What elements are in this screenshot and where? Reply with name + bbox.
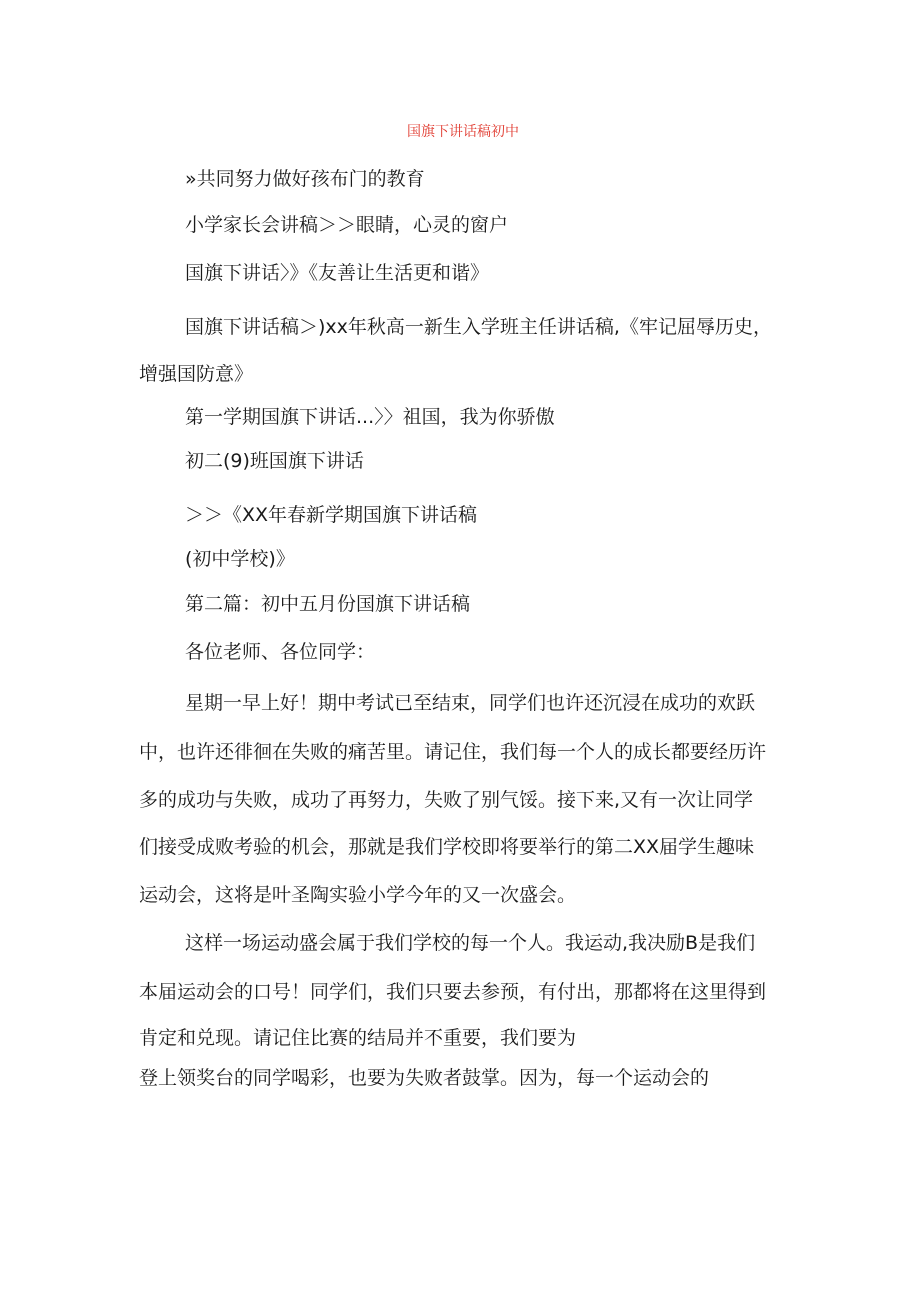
text-line: 这样一场运动盛会属于我们学校的每一个人。我运动,我决励B是我们 (185, 932, 756, 954)
text-line: 第一学期国旗下讲话...〉〉祖国，我为你骄傲 (185, 406, 555, 428)
text-line: 增强国防意》 (139, 363, 254, 385)
text-line: 各位老师、各位同学： (185, 641, 376, 663)
text-line: 登上领奖台的同学喝彩，也要为失败者鼓掌。因为，每一个运动会的 (139, 1067, 710, 1089)
text-line: 星期一早上好！期中考试已至结束，同学们也许还沉浸在成功的欢跃 (185, 692, 756, 714)
text-line: »共同努力做好孩布门的教育 (185, 168, 425, 190)
text-line: 运动会，这将是叶圣陶实验小学今年的又一次盛会。 (139, 884, 577, 906)
text-line: 们接受成败考验的机会，那就是我们学校即将要举行的第二XX届学生趣味 (139, 836, 755, 858)
text-line: 小学家长会讲稿＞＞眼睛，心灵的窗户 (185, 214, 509, 236)
text-line: 肯定和兑现。请记住比赛的结局并不重要，我们要为 (139, 1027, 577, 1049)
document-title: 国旗下讲话稿初中 (407, 124, 519, 140)
text-line: 本届运动会的口号！同学们，我们只要去参预，有付出，那都将在这里得到 (139, 981, 767, 1003)
text-line: 多的成功与失败，成功了再努力，失败了别气馁。接下来,又有一次让同学 (139, 789, 754, 811)
text-line: 初二(9)班国旗下讲话 (185, 450, 364, 472)
text-line: 中，也许还徘徊在失败的痛苦里。请记住，我们每一个人的成长都要经历许 (139, 741, 767, 763)
text-line: 第二篇：初中五月份国旗下讲话稿 (185, 593, 471, 615)
text-line: ＞＞《XX年春新学期国旗下讲话稿 (185, 504, 478, 526)
text-line: 国旗下讲话稿＞)xx年秋高一新生入学班主任讲话稿,《牢记屈辱历史， (185, 316, 772, 338)
text-line: 国旗下讲话〉》《友善让生活更和谐》 (185, 262, 490, 284)
text-line: (初中学校)》 (185, 548, 295, 570)
